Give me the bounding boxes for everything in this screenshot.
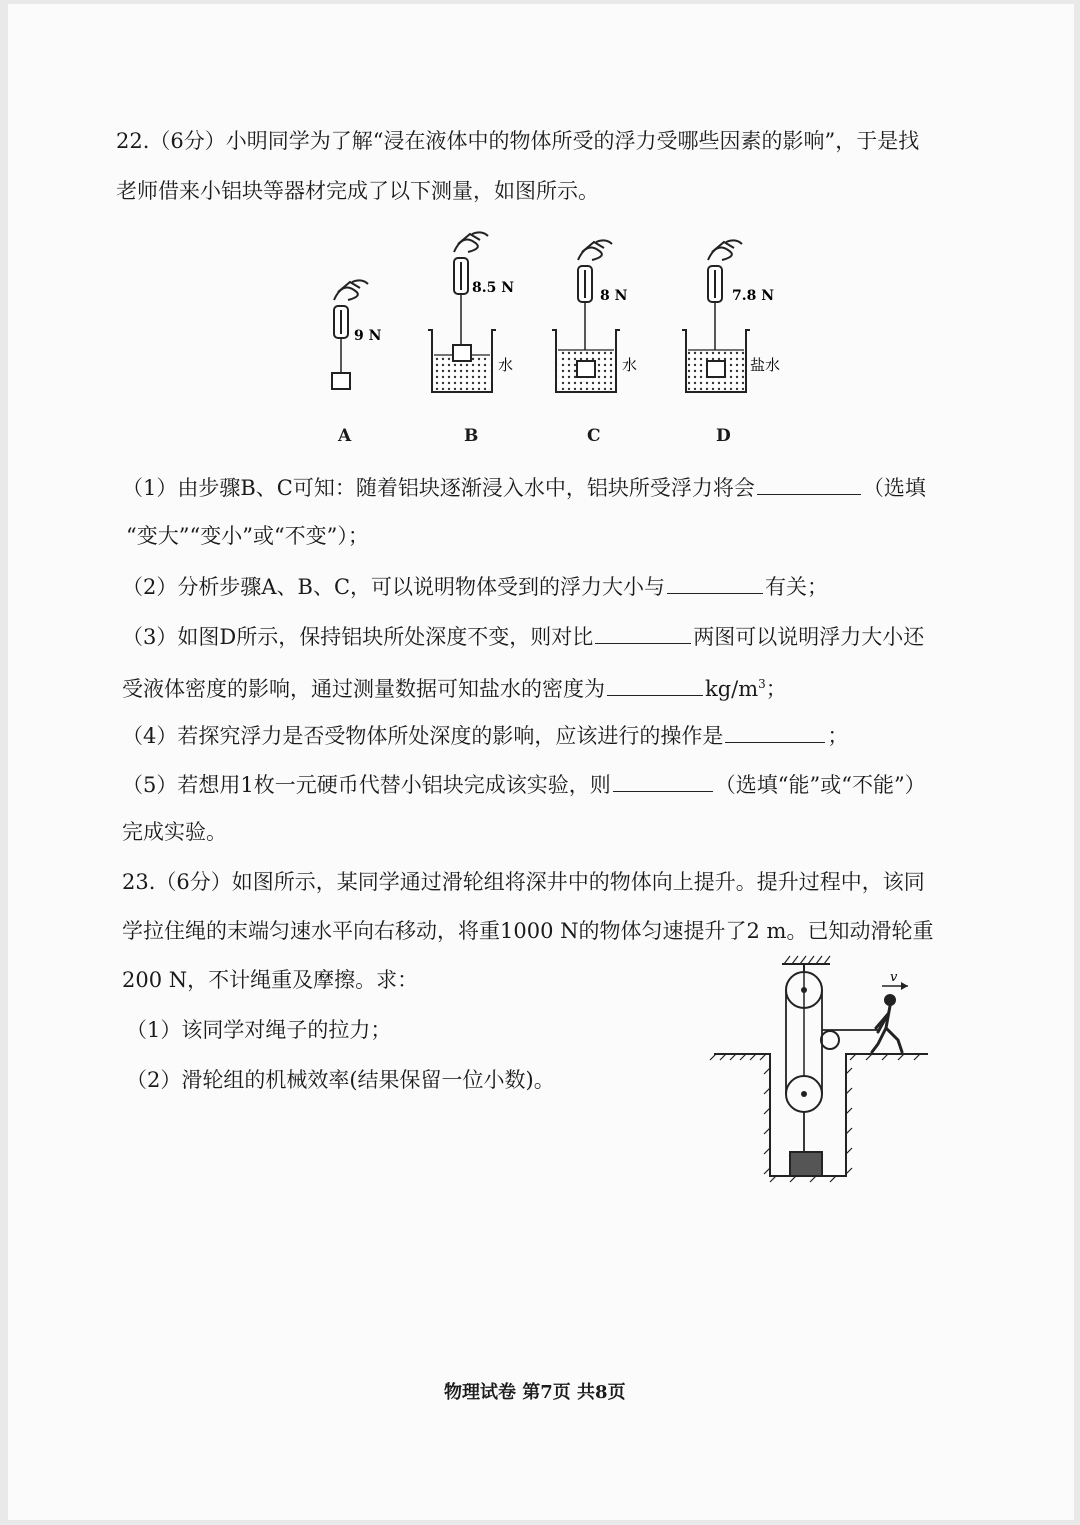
- reading-a: 9 N: [354, 328, 382, 344]
- figure-label-c: C: [587, 426, 601, 446]
- q22-part3-line2: 受液体密度的影响，通过测量数据可知盐水的密度为 $kg/m^3$；: [122, 670, 787, 703]
- reading-b: 8.5 N: [472, 280, 515, 296]
- q22-part5-line2: 完成实验。: [122, 820, 227, 844]
- q23-stem-line1: 23.（6分）如图所示，某同学通过滑轮组将深井中的物体向上提升。提升过程中，该同: [122, 870, 925, 894]
- velocity-label: v: [890, 970, 898, 985]
- q22-part1-line2: “变大”“变小”或“不变”）；: [126, 524, 369, 548]
- q23-part2: （2）滑轮组的机械效率(结果保留一位小数)。: [126, 1068, 555, 1092]
- pulley-well-figure: [706, 948, 946, 1188]
- buoyancy-experiment-figure: [320, 230, 800, 410]
- liquid-b: 水: [498, 356, 514, 374]
- answer-blank-2[interactable]: [667, 571, 763, 594]
- q22-part4: （4）若探究浮力是否受物体所处深度的影响，应该进行的操作是 ；: [122, 720, 848, 750]
- q22-part2: （2）分析步骤A、B、C，可以说明物体受到的浮力大小与 有关；: [122, 571, 828, 601]
- q22-part5-line1: （5）若想用1枚一元硬币代替小铝块完成该实验，则 （选填“能”或“不能”）: [122, 769, 926, 799]
- q22-part3-line1: （3）如图D所示，保持铝块所处深度不变，则对比 两图可以说明浮力大小还: [122, 621, 924, 651]
- q23-part1: （1）该同学对绳子的拉力；: [126, 1018, 392, 1042]
- answer-blank-6[interactable]: [613, 769, 713, 792]
- q23-stem-line3: 200 N，不计绳重及摩擦。求：: [122, 968, 419, 992]
- q22-stem-line2: 老师借来小铝块等器材完成了以下测量，如图所示。: [116, 179, 599, 203]
- setup-b: [428, 232, 514, 392]
- reading-c: 8 N: [600, 288, 628, 304]
- answer-blank-4[interactable]: [607, 673, 703, 696]
- q22-stem-line1: 22.（6分）小明同学为了解“浸在液体中的物体所受的浮力受哪些因素的影响”，于是找: [116, 129, 920, 153]
- q22-part1-line1: （1）由步骤B、C可知：随着铝块逐渐浸入水中，铝块所受浮力将会 （选填: [122, 472, 926, 502]
- figure-label-b: B: [464, 426, 479, 446]
- setup-c: [552, 240, 637, 392]
- person-icon: [872, 994, 902, 1052]
- liquid-d: 盐水: [750, 356, 781, 374]
- setup-a: [332, 280, 382, 389]
- setup-d: [682, 240, 780, 392]
- reading-d: 7.8 N: [732, 288, 775, 304]
- page-footer: 物理试卷 第7页 共8页: [444, 1382, 626, 1403]
- answer-blank-3[interactable]: [595, 621, 691, 644]
- answer-blank-1[interactable]: [757, 472, 861, 495]
- figure-label-d: D: [716, 426, 731, 446]
- figure-label-a: A: [338, 426, 352, 446]
- answer-blank-5[interactable]: [725, 720, 825, 743]
- liquid-c: 水: [622, 356, 638, 374]
- q23-stem-line2: 学拉住绳的末端匀速水平向右移动，将重1000 N的物体匀速提升了2 m。已知动滑轮重: [122, 919, 934, 943]
